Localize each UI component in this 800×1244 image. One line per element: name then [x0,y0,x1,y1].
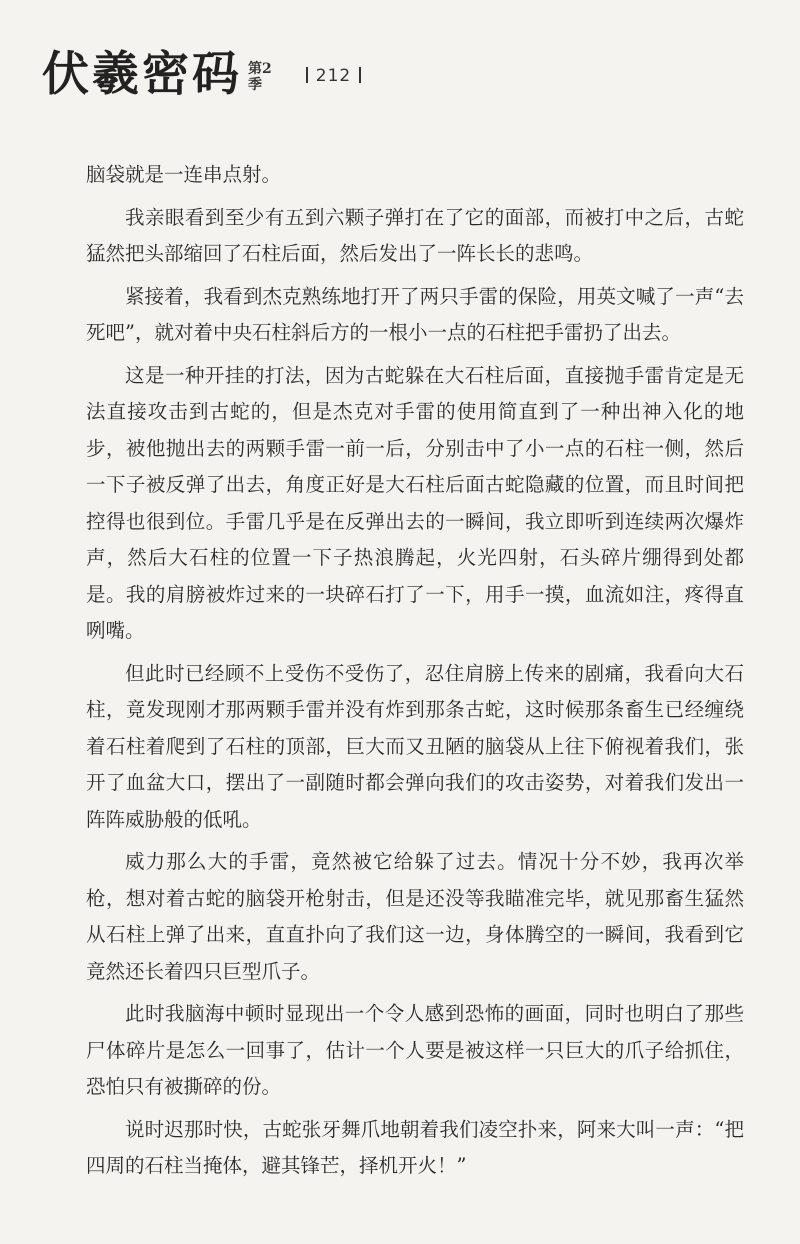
paragraph: 说时迟那时快，古蛇张牙舞爪地朝着我们凌空扑来，阿来大叫一声：“把四周的石柱当掩体，避其锋芒，择机开火！” [86,1117,744,1177]
paragraph: 我亲眼看到至少有五到六颗子弹打在了它的面部，而被打中之后，古蛇猛然把头部缩回了石柱后面，然后发出了一阵长长的悲鸣。 [86,205,744,265]
page-number: 212 [315,66,352,86]
paragraph: 紧接着，我看到杰克熟练地打开了两只手雷的保险，用英文喊了一声“去死吧”，就对着中央石柱斜后方的一根小一点的石柱把手雷扔了出去。 [86,284,744,344]
body-text [86,157,744,1191]
paragraph: 威力那么大的手雷，竟然被它给躲了过去。情况十分不妙，我再次举枪，想对着古蛇的脑袋开枪射击，但是还没等我瞄准完毕，就见那畜生猛然从石柱上弹了出来，直直扑向了我们这一边，身体腾空的一瞬间，我看到它竟然还长着四只巨型爪子。 [86,850,744,983]
page-number-left-bar [306,67,308,83]
paragraph: 但此时已经顾不上受伤不受伤了，忍住肩膀上传来的剧痛，我看向大石柱，竟发现刚才那两颗手雷并没有炸到那条古蛇，这时候那条畜生已经缠绕着石柱着爬到了石柱的顶部，巨大而又丑陋的脑袋从上往下俯视着我们，张开了血盆大口，摆出了一副随时都会弹向我们的攻击姿势，对着我们发出一阵阵威胁般的低吼。 [86,661,744,831]
season-label-line1: 第2 [248,61,272,77]
paragraph: 这是一种开挂的打法，因为古蛇躲在大石柱后面，直接抛手雷肯定是无法直接攻击到古蛇的，但是杰克对手雷的使用简直到了一种出神入化的地步，被他抛出去的两颗手雷一前一后，分别击中了小一点的石柱一侧，然后一下子被反弹了出去，角度正好是大石柱后面古蛇隐藏的位置，而且时间把控得也很到位。手雷几乎是在反弹出去的一瞬间，我立即听到连续两次爆炸声，然后大石柱的位置一下子热浪腾起，火光四射，石头碎片绷得到处都是。我的肩膀被炸过来的一块碎石打了一下，用手一摸，血流如注，疼得直咧嘴。 [86,363,744,642]
page-number-right-bar [359,67,361,83]
page-number-box [298,66,369,86]
page-header [42,42,369,106]
season-label [248,61,272,93]
paragraph: 脑袋就是一连串点射。 [86,163,282,186]
season-label-line2: 季 [248,77,262,93]
book-title: 伏羲密码 [42,46,242,102]
paragraph: 此时我脑海中顿时显现出一个令人感到恐怖的画面，同时也明白了那些尸体碎片是怎么一回事了，估计一个人要是被这样一只巨大的爪子给抓住，恐怕只有被撕碎的份。 [86,1002,744,1098]
